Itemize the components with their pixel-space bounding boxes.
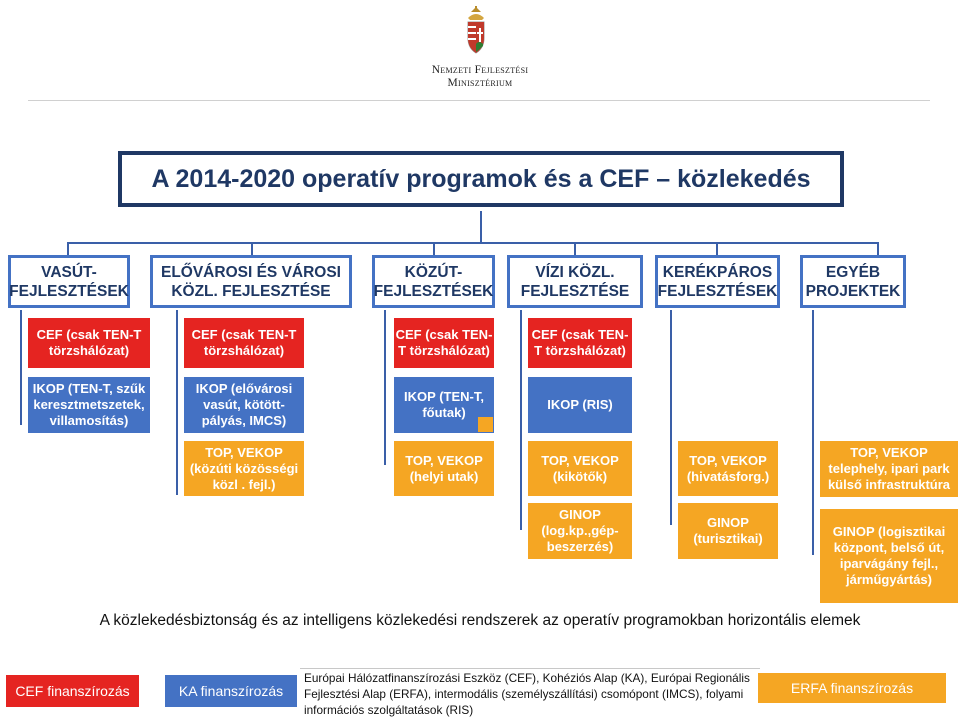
column-1-line — [20, 310, 22, 425]
connector-drop-4 — [574, 242, 576, 255]
category-elovarosi: ELŐVÁROSI ÉS VÁROSI KÖZL. FEJLESZTÉSE — [150, 255, 352, 308]
ikop-box: IKOP (RIS) — [528, 377, 632, 433]
category-egyeb: EGYÉB PROJEKTEK — [800, 255, 906, 308]
column-6-line — [812, 310, 814, 555]
top-vekop-box: TOP, VEKOP telephely, ipari park külső infrastruktúra — [820, 441, 958, 497]
coat-of-arms-icon — [462, 6, 490, 56]
cef-box: CEF (csak TEN-T törzshálózat) — [184, 318, 304, 368]
category-kerekparos: KERÉKPÁROS FEJLESZTÉSEK — [655, 255, 780, 308]
ikop-box: IKOP (TEN-T, szűk keresztmetszetek, villamosítás) — [28, 377, 150, 433]
ikop-box: IKOP (TEN-T, főutak) — [394, 377, 494, 433]
connector-drop-6 — [877, 242, 879, 255]
ministry-logo-text — [400, 64, 560, 90]
category-kozut: KÖZÚT- FEJLESZTÉSEK — [372, 255, 495, 308]
diagram-title: A 2014-2020 operatív programok és a CEF – közlekedés — [118, 151, 844, 207]
column-3-line — [384, 310, 386, 465]
connector-trunk — [480, 211, 482, 243]
horizontal-elements-caption: A közlekedésbiztonság és az intelligens közlekedési rendszerek az operatív programokban horizontális elemek — [99, 612, 861, 629]
cef-box: CEF (csak TEN- T törzshálózat) — [394, 318, 494, 368]
cef-box: CEF (csak TEN- T törzshálózat) — [528, 318, 632, 368]
column-4-line — [520, 310, 522, 530]
ginop-box: GINOP (log.kp.,gép- beszerzés) — [528, 503, 632, 559]
column-2-line — [176, 310, 178, 495]
cef-box: CEF (csak TEN-T törzshálózat) — [28, 318, 150, 368]
column-5-line — [670, 310, 672, 525]
top-vekop-box: TOP, VEKOP (helyi utak) — [394, 441, 494, 496]
footer-divider — [300, 668, 760, 669]
abbreviation-footnote: Európai Hálózatfinanszírozási Eszköz (CEF), Kohéziós Alap (KA), Európai Regionális Fejlesztési Alap (ERFA), intermodális (személyszállítási) csomópont (IMCS), folyami információs szolgáltatások (RIS) — [304, 671, 750, 717]
top-vekop-box: TOP, VEKOP (kikötők) — [528, 441, 632, 496]
top-vekop-box: TOP, VEKOP (hivatásforg.) — [678, 441, 778, 496]
legend-cef: CEF finanszírozás — [6, 675, 139, 707]
connector-drop-3 — [433, 242, 435, 255]
top-vekop-box: TOP, VEKOP (közúti közösségi közl . fejl.) — [184, 441, 304, 496]
category-vasut: VASÚT- FEJLESZTÉSEK — [8, 255, 130, 308]
connector-drop-1 — [67, 242, 69, 255]
legend-erfa: ERFA finanszírozás — [758, 673, 946, 703]
connector-drop-5 — [716, 242, 718, 255]
ginop-box: GINOP (turisztikai) — [678, 503, 778, 559]
ministry-name-line2: Minisztérium — [447, 77, 513, 89]
orange-marker — [478, 417, 493, 432]
legend-ka: KA finanszírozás — [165, 675, 297, 707]
header-divider — [28, 100, 930, 101]
connector-drop-2 — [251, 242, 253, 255]
category-vizi: VÍZI KÖZL. FEJLESZTÉSE — [507, 255, 643, 308]
ministry-name-line1: Nemzeti Fejlesztési — [431, 64, 529, 76]
ginop-box: GINOP (logisztikai központ, belső út, iparvágány fejl., járműgyártás) — [820, 509, 958, 603]
connector-bus — [67, 242, 879, 244]
ikop-box: IKOP (elővárosi vasút, kötött- pályás, IMCS) — [184, 377, 304, 433]
